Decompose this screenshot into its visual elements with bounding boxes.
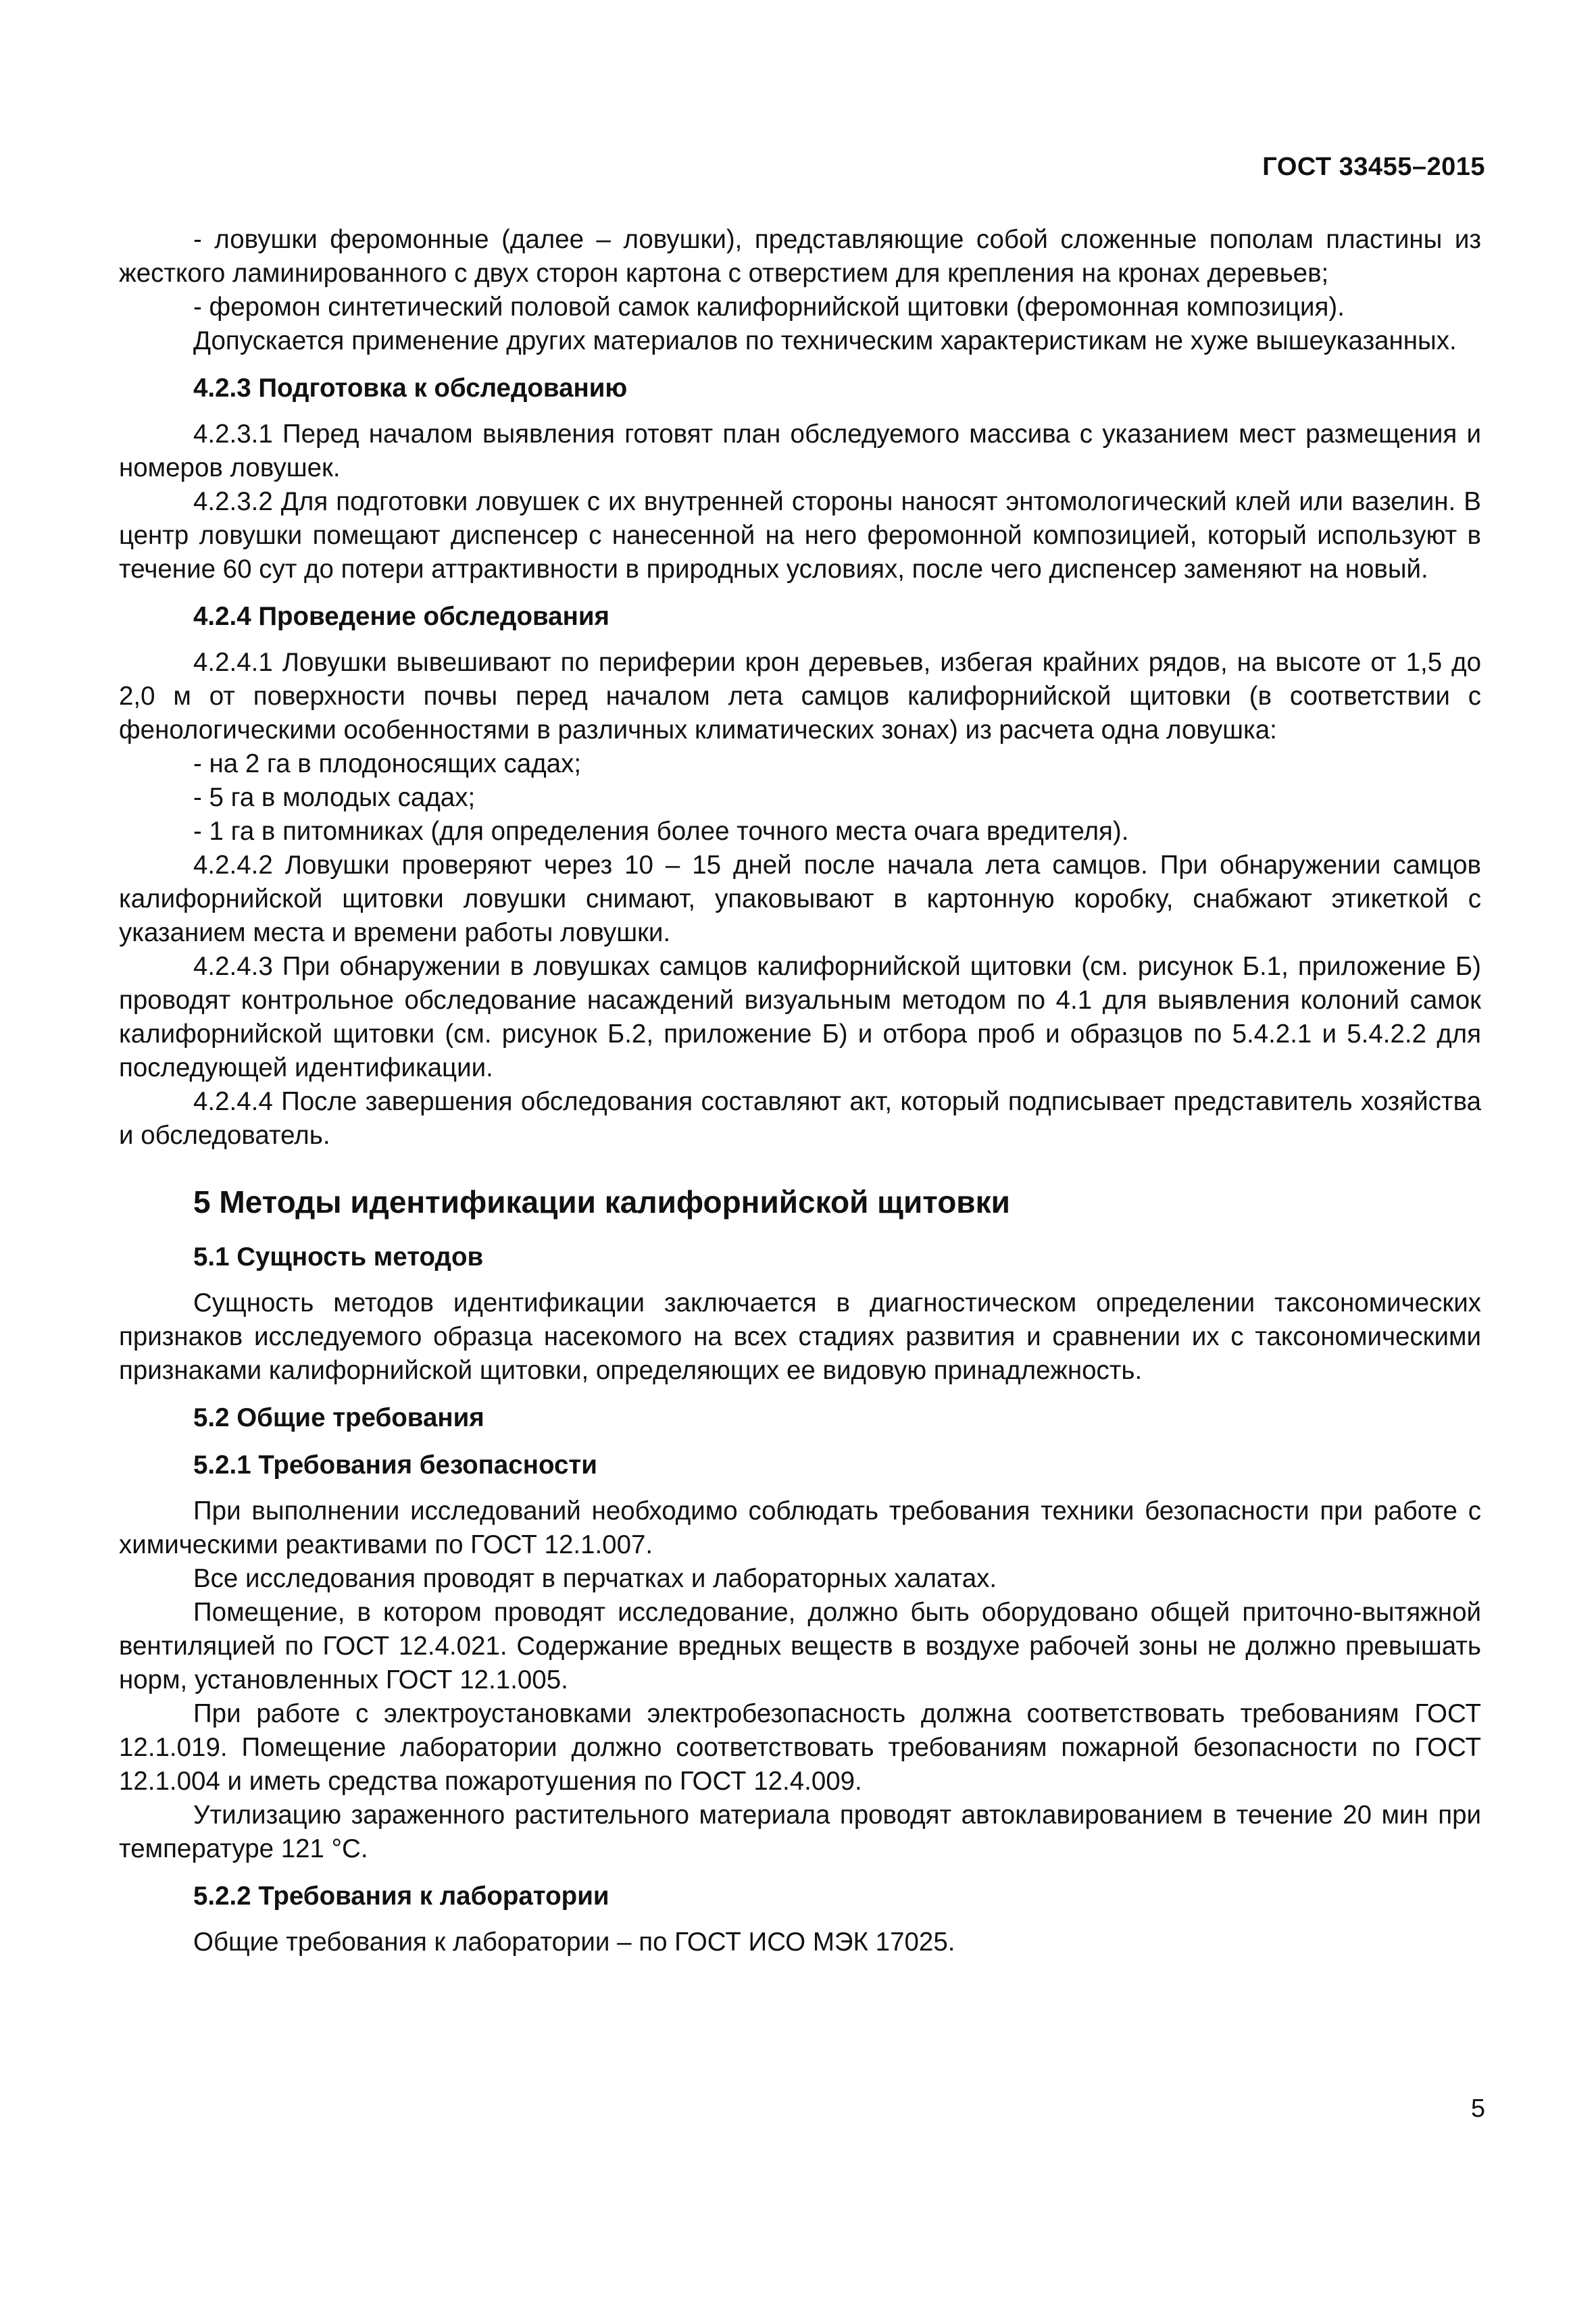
paragraph-4-2-3-1: 4.2.3.1 Перед началом выявления готовят план обследуемого массива с указанием мест размещения и номеров ловушек. — [119, 420, 1481, 482]
paragraph-4-2-4-2: 4.2.4.2 Ловушки проверяют через 10 – 15 дней после начала лета самцов. При обнаружении самцов калифорнийской щитовки ловушки снимают, упаковывают в картонную коробку, снабжают этикеткой с указанием места и времени работы ловушки. — [119, 851, 1481, 947]
list-item: - 1 га в питомниках (для определения более точного места очага вредителя). — [193, 817, 1129, 846]
section-heading-5-2-2: 5.2.2 Требования к лаборатории — [193, 1882, 609, 1911]
list-item: - 5 га в молодых садах; — [193, 783, 476, 812]
paragraph-5-2-1-gloves: Все исследования проводят в перчатках и лабораторных халатах. — [193, 1564, 997, 1593]
paragraph-5-2-1-chemicals: При выполнении исследований необходимо соблюдать требования техники безопасности при работе с химическими реактивами по ГОСТ 12.1.007. — [119, 1496, 1481, 1559]
paragraph-5-1: Сущность методов идентификации заключается в диагностическом определении таксономических признаков исследуемого образца насекомого на всех стадиях развития и сравнении их с таксономическими признаками калифорнийской щитовки, определяющих ее видовую принадлежность. — [119, 1288, 1481, 1385]
standard-header: ГОСТ 33455–2015 — [1262, 153, 1485, 181]
paragraph-pheromone: - феромон синтетический половой самок калифорнийской щитовки (феромонная композиция). — [193, 293, 1345, 322]
page-number: 5 — [1470, 2094, 1485, 2123]
section-heading-5-2: 5.2 Общие требования — [193, 1403, 484, 1432]
section-heading-4-2-3: 4.2.3 Подготовка к обследованию — [193, 374, 628, 403]
paragraph-4-2-4-3: 4.2.4.3 При обнаружении в ловушках самцов калифорнийской щитовки (см. рисунок Б.1, приложение Б) проводят контрольное обследование насаждений визуальным методом по 4.1 для выявления колоний самок калифорнийской щитовки (см. рисунок Б.2, приложение Б) и отбора проб и образцов по 5.4.2.1 и 5.4.2.2 для последующей идентификации. — [119, 952, 1481, 1082]
list-item: - на 2 га в плодоносящих садах; — [193, 749, 582, 778]
paragraph-5-2-1-disposal: Утилизацию зараженного растительного материала проводят автоклавированием в течение 20 мин при температуре 121 °С. — [119, 1801, 1481, 1863]
paragraph-5-2-1-electrical: При работе с электроустановками электробезопасность должна соответствовать требованиям ГОСТ 12.1.019. Помещение лаборатории должно соответствовать требованиям пожарной безопасности по ГОСТ 12.1.004 и иметь средства пожаротушения по ГОСТ 12.4.009. — [119, 1699, 1481, 1796]
section-heading-5-1: 5.1 Сущность методов — [193, 1242, 484, 1272]
paragraph-5-2-1-ventilation: Помещение, в котором проводят исследование, должно быть оборудовано общей приточно-вытяжной вентиляцией по ГОСТ 12.4.021. Содержание вредных веществ в воздухе рабочей зоны не должно превышать норм, установленных ГОСТ 12.1.005. — [119, 1598, 1481, 1694]
paragraph-traps: - ловушки феромонные (далее – ловушки), представляющие собой сложенные пополам пластины из жесткого ламинированного с двух сторон картона с отверстием для крепления на кронах деревьев; — [119, 225, 1481, 288]
document-body — [119, 223, 1481, 1959]
paragraph-5-2-2: Общие требования к лаборатории – по ГОСТ ИСО МЭК 17025. — [193, 1928, 955, 1957]
paragraph-materials-note: Допускается применение других материалов по техническим характеристикам не хуже вышеуказанных. — [193, 326, 1457, 355]
section-heading-4-2-4: 4.2.4 Проведение обследования — [193, 602, 609, 631]
paragraph-4-2-3-2: 4.2.3.2 Для подготовки ловушек с их внутренней стороны наносят энтомологический клей или вазелин. В центр ловушки помещают диспенсер с нанесенной на него феромонной композицией, который используют в течение 60 сут до потери аттрактивности в природных условиях, после чего диспенсер заменяют на новый. — [119, 487, 1481, 584]
section-heading-5-2-1: 5.2.1 Требования безопасности — [193, 1451, 597, 1480]
paragraph-4-2-4-4: 4.2.4.4 После завершения обследования составляют акт, который подписывает представитель хозяйства и обследователь. — [119, 1087, 1481, 1150]
section-heading-5: 5 Методы идентификации калифорнийской щитовки — [193, 1184, 1010, 1219]
paragraph-4-2-4-1: 4.2.4.1 Ловушки вывешивают по периферии крон деревьев, избегая крайних рядов, на высоте от 1,5 до 2,0 м от поверхности почвы перед началом лета самцов калифорнийской щитовки (в соответствии с фенологическими особенностями в различных климатических зонах) из расчета одна ловушка: — [119, 648, 1481, 745]
